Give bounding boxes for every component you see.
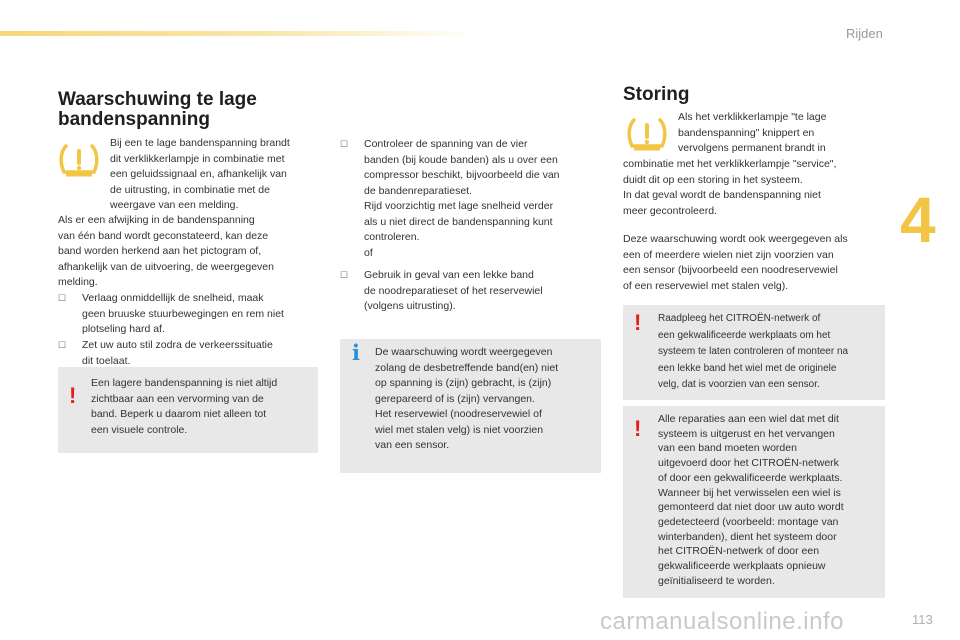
left-bullet-1: ☐ Verlaag onmiddellijk de snelheid, maak geen bruuske stuurbewegingen en rem niet plotseling hard af. xyxy=(58,292,284,335)
exclamation-icon: ! xyxy=(634,416,642,441)
tyre-pressure-warning-icon xyxy=(626,116,668,152)
tyre-pressure-warning-icon xyxy=(58,142,100,178)
right-title: Storing xyxy=(623,84,690,105)
left-intro: Bij een te lage bandenspanning brandt dit verklikkerlampje in combinatie met een geluidssignaal en, afhankelijk van de uitrusting, in combinatie met de weergave van een melding. xyxy=(110,137,290,211)
bullet-marker-icon: ☐ xyxy=(340,139,349,149)
bullet-marker-icon: ☐ xyxy=(340,270,349,280)
bullet-marker-icon: ☐ xyxy=(58,340,67,350)
top-accent-bar xyxy=(0,31,480,36)
exclamation-icon: ! xyxy=(634,310,642,335)
watermark: carmanualsonline.info xyxy=(600,608,844,635)
left-bullet-2: ☐ Zet uw auto stil zodra de verkeerssituatie dit toelaat. xyxy=(58,339,273,367)
info-icon: i xyxy=(352,340,360,365)
left-warning-note: ! Een lagere bandenspanning is niet altijd zichtbaar aan een vervorming van de band. Beperk u daarom niet alleen tot een visuele controle. xyxy=(58,367,318,453)
middle-bullet-2: ☐ Gebruik in geval van een lekke band de noodreparatieset of het reservewiel (volgens uitrusting). xyxy=(340,269,543,312)
exclamation-icon: ! xyxy=(69,383,77,408)
bullet-marker-icon: ☐ xyxy=(58,293,67,303)
left-title: Waarschuwing te lage bandenspanning xyxy=(58,89,257,130)
right-warning-note-1: ! Raadpleeg het CITROËN-netwerk of een gekwalificeerde werkplaats om het systeem te laten controleren of monteer na een lekke band het wiel met de originele velg, dat is voorzien van een sensor. xyxy=(623,305,885,400)
middle-info-note: i De waarschuwing wordt weergegeven zolang de desbetreffende band(en) niet op spanning is (zijn) gebracht, is (zijn) gerepareerd of is (zijn) vervangen. Het reservewiel (noodreservewiel of wiel met stalen velg) is niet voorzien van een sensor. xyxy=(340,339,601,473)
section-label: Rijden xyxy=(846,26,883,41)
chapter-number: 4 xyxy=(900,184,936,256)
right-warning-note-2: ! Alle reparaties aan een wiel dat met dit systeem is uitgerust en het vervangen van een band moeten worden uitgevoerd door het CITROËN-netwerk of door een gekwalificeerde werkplaats. Wanneer bij het verwisselen een wiel is gemonteerd dat niet door uw auto wordt gedetecteerd (voorbeeld: montage van winterbanden), dient het systeem door het CITROËN-netwerk of door een gekwalificeerde werkplaats opnieuw geïnitialiseerd te worden. xyxy=(623,406,885,598)
right-intro-long: combinatie met het verklikkerlampje "service", duidt dit op een storing in het systeem. In dat geval wordt de bandenspanning niet meer gecontroleerd. xyxy=(623,158,837,217)
left-body: Als er een afwijking in de bandenspanning van één band wordt geconstateerd, kan deze band worden herkend aan het pictogram of, afhankelijk van de uitvoering, de weergegeven melding. xyxy=(58,214,274,288)
right-paragraph: Deze waarschuwing wordt ook weergegeven als een of meerdere wielen niet zijn voorzien van een sensor (bijvoorbeeld een noodreservewiel of een reservewiel met stalen velg). xyxy=(623,233,848,292)
middle-bullet-1: ☐ Controleer de spanning van de vier banden (bij koude banden) als u over een compressor beschikt, bijvoorbeeld die van de bandenreparatieset. Rijd voorzichtig met lage snelheid verder als u niet direct de bandenspanning kunt controleren. of xyxy=(340,138,560,259)
page-number: 113 xyxy=(912,612,933,627)
right-intro-short: Als het verklikkerlampje "te lage bandenspanning" knippert en vervolgens permanent brandt in xyxy=(678,111,827,154)
